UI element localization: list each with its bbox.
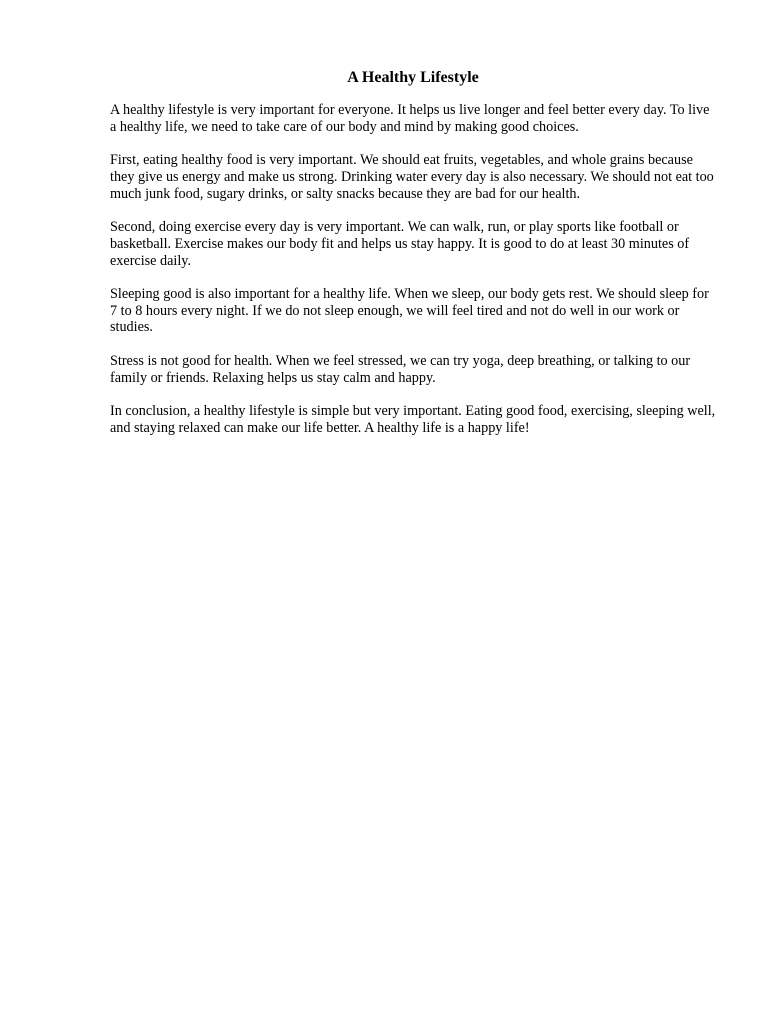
paragraph-healthy-food: First, eating healthy food is very important. We should eat fruits, vegetables, and whole grains because they give us energy and make us strong. Drinking water every day is also necessary. We should not eat too much junk food, sugary drinks, or salty snacks because they are bad for our health. (110, 152, 714, 202)
document-title: A Healthy Lifestyle (347, 69, 479, 86)
paragraph-conclusion: In conclusion, a healthy lifestyle is simple but very important. Eating good food, exercising, sleeping well, and staying relaxed can make our life better. A healthy life is a happy life! (110, 402, 716, 436)
paragraph-stress: Stress is not good for health. When we feel stressed, we can try yoga, deep breathing, or talking to our family or friends. Relaxing helps us stay calm and happy. (110, 352, 691, 386)
paragraph-intro: A healthy lifestyle is very important for everyone. It helps us live longer and feel better every day. To live a healthy life, we need to take care of our body and mind by making good choices. (110, 102, 710, 135)
paragraph-exercise: Second, doing exercise every day is very important. We can walk, run, or play sports like football or basketball. Exercise makes our body fit and helps us stay happy. It is good to do at least 30 minutes of exercise daily. (110, 218, 690, 269)
document-page (110, 66, 716, 453)
paragraph-sleep: Sleeping good is also important for a healthy life. When we sleep, our body gets rest. We should sleep for 7 to 8 hours every night. If we do not sleep enough, we will feel tired and not do well in our work or studies. (110, 285, 709, 336)
